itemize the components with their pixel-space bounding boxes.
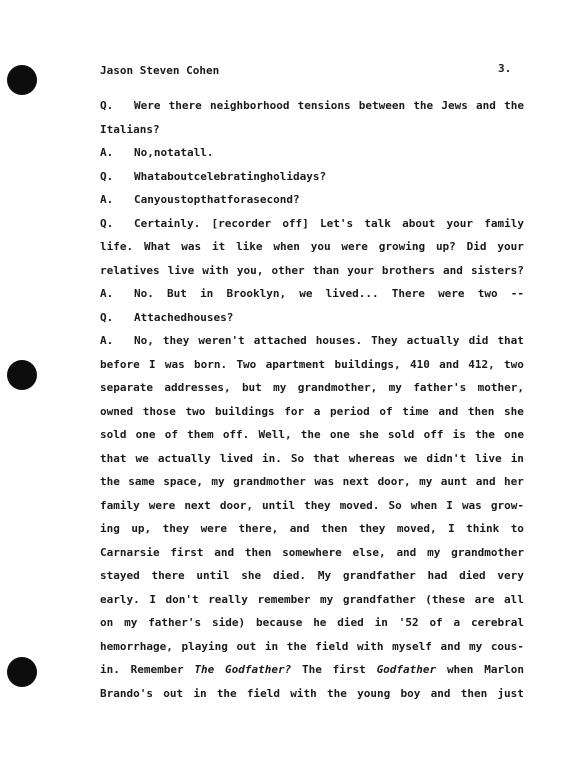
transcript-line: Q. Attached houses?	[100, 310, 524, 334]
transcript-line: relatives live with you, other than your brothers and sisters?	[100, 263, 524, 277]
speaker-tag: Q.	[100, 169, 114, 183]
punch-hole-bottom	[7, 657, 37, 687]
transcript-line: Q. What about celebrating holidays?	[100, 169, 524, 193]
punch-hole-top	[7, 65, 37, 95]
speaker-tag: A.	[100, 146, 114, 159]
transcript-line: life. What was it like when you were growing up? Did your	[100, 240, 524, 253]
transcript-line: stayed there until she died. My grandfather had died very	[100, 569, 524, 582]
transcript-line: hemorrhage, playing out in the field with myself and my cous-	[100, 639, 524, 653]
transcript-line: ing up, they were there, and then they moved, I think to	[100, 522, 524, 535]
transcript-line: Q. Certainly. [recorder off] Let's talk about your family	[100, 216, 524, 240]
transcript-line: early. I don't really remember my grandfather (these are all	[100, 592, 524, 606]
speaker-tag: Q.	[100, 310, 114, 324]
transcript-line: the same space, my grandmother was next door, my aunt and her	[100, 475, 524, 488]
transcript-line: A. No. But in Brooklyn, we lived... There were two --	[100, 286, 524, 310]
transcript-line: family were next door, until they moved. So when I was grow-	[100, 498, 524, 512]
page-number: 3.	[498, 62, 512, 75]
transcript-line: on my father's side) because he died in '52 of a cerebral	[100, 616, 524, 629]
interviewee-name-header: Jason Steven Cohen	[100, 64, 220, 77]
transcript-line: before I was born. Two apartment buildings, 410 and 412, two	[100, 357, 524, 371]
transcript-line: Brando's out in the field with the young boy and then just	[100, 686, 524, 700]
speaker-tag: Q.	[100, 99, 114, 112]
speaker-tag: Q.	[100, 216, 114, 230]
transcript-line: A. Can you stop that for a second?	[100, 192, 524, 216]
transcript-line: A. No, they weren't attached houses. They actually did that	[100, 333, 524, 357]
transcript-line: sold one of them off. Well, the one she sold off is the one	[100, 428, 524, 441]
transcript-line: separate addresses, but my grandmother, my father's mother,	[100, 381, 524, 394]
punch-hole-middle	[7, 360, 37, 390]
transcript-body	[100, 98, 524, 709]
transcript-line: that we actually lived in. So that whereas we didn't live in	[100, 451, 524, 465]
transcript-line: owned those two buildings for a period of time and then she	[100, 404, 524, 418]
transcript-line: Italians?	[100, 122, 160, 136]
speaker-tag: A.	[100, 193, 114, 206]
speaker-tag: A.	[100, 287, 114, 300]
transcript-line: Q. Were there neighborhood tensions between the Jews and the	[100, 98, 524, 122]
transcript-line: Carnarsie first and then somewhere else, and my grandmother	[100, 545, 524, 559]
speaker-tag: A.	[100, 334, 114, 347]
transcript-line: in. Remember The Godfather? The first Godfather when Marlon	[100, 663, 524, 676]
transcript-line: A. No, not at all.	[100, 145, 524, 169]
